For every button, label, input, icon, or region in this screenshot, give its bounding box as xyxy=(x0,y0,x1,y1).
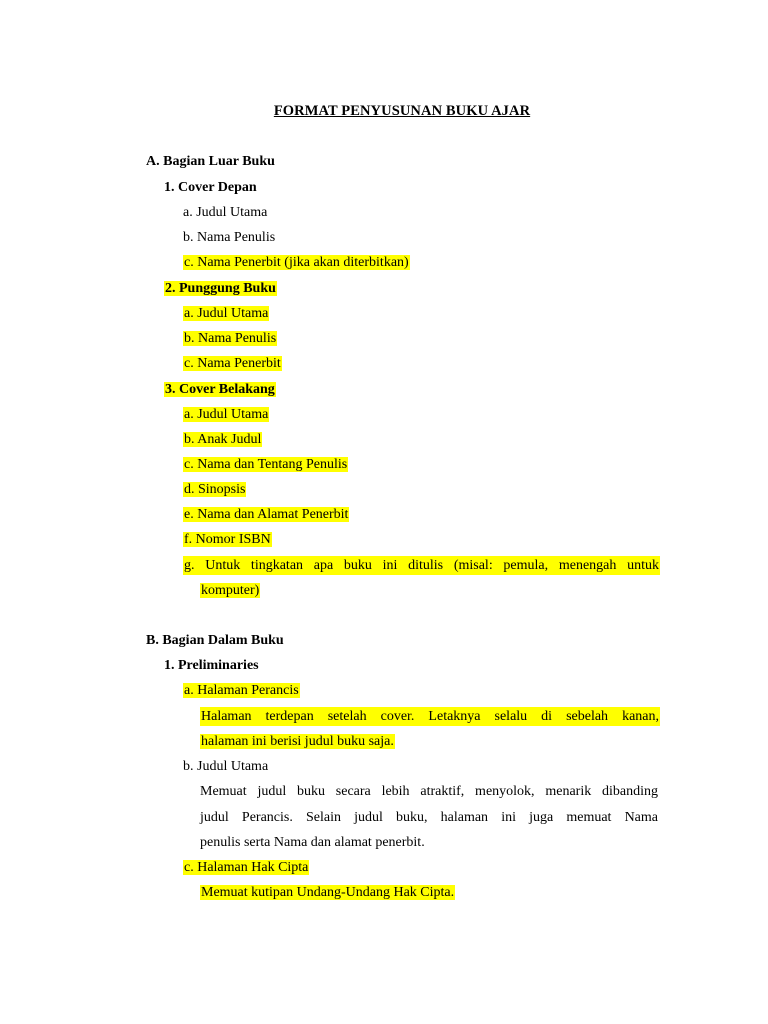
item-description: penulis serta Nama dan alamat penerbit. xyxy=(200,835,425,850)
section-heading-a: A. Bagian Luar Buku xyxy=(146,154,275,169)
list-item-highlighted: c. Nama Penerbit (jika akan diterbitkan) xyxy=(184,255,409,270)
list-item-highlighted: d. Sinopsis xyxy=(184,482,246,497)
list-item-highlighted: c. Nama dan Tentang Penulis xyxy=(184,457,348,472)
subsection-cover-depan: 1. Cover Depan xyxy=(164,180,257,195)
item-description: judul Perancis. Selain judul buku, halaman ini juga memuat Nama xyxy=(200,810,658,825)
list-item-g-line1: g. Untuk tingkatan apa buku ini ditulis (misal: pemula, menengah untuk xyxy=(184,558,659,573)
list-item-highlighted: b. Anak Judul xyxy=(184,432,262,447)
item-description: halaman ini berisi judul buku saja. xyxy=(201,734,394,749)
list-item-g-line2: komputer) xyxy=(201,583,260,598)
item-description: Memuat judul buku secara lebih atraktif, menyolok, menarik dibanding xyxy=(200,784,658,799)
section-heading-b: B. Bagian Dalam Buku xyxy=(146,633,284,648)
list-item-highlighted: a. Judul Utama xyxy=(184,306,269,321)
item-description: Halaman terdepan setelah cover. Letaknya selalu di sebelah kanan, xyxy=(201,709,659,724)
list-item-highlighted: b. Nama Penulis xyxy=(184,331,277,346)
list-item-highlighted: c. Halaman Hak Cipta xyxy=(184,860,309,875)
list-item-highlighted: a. Judul Utama xyxy=(184,407,269,422)
list-item-highlighted: a. Halaman Perancis xyxy=(184,683,299,698)
document-title: FORMAT PENYUSUNAN BUKU AJAR xyxy=(273,103,531,119)
subsection-cover-belakang: 3. Cover Belakang xyxy=(165,382,275,397)
list-item: a. Judul Utama xyxy=(183,205,268,220)
list-item-highlighted: e. Nama dan Alamat Penerbit xyxy=(184,507,349,522)
subsection-preliminaries: 1. Preliminaries xyxy=(164,658,259,673)
item-description: Memuat kutipan Undang-Undang Hak Cipta. xyxy=(201,885,455,900)
list-item-highlighted: c. Nama Penerbit xyxy=(184,356,281,371)
list-item-highlighted: f. Nomor ISBN xyxy=(184,532,271,547)
list-item: b. Judul Utama xyxy=(183,759,269,774)
subsection-punggung-buku: 2. Punggung Buku xyxy=(165,281,276,296)
list-item: b. Nama Penulis xyxy=(183,230,276,245)
